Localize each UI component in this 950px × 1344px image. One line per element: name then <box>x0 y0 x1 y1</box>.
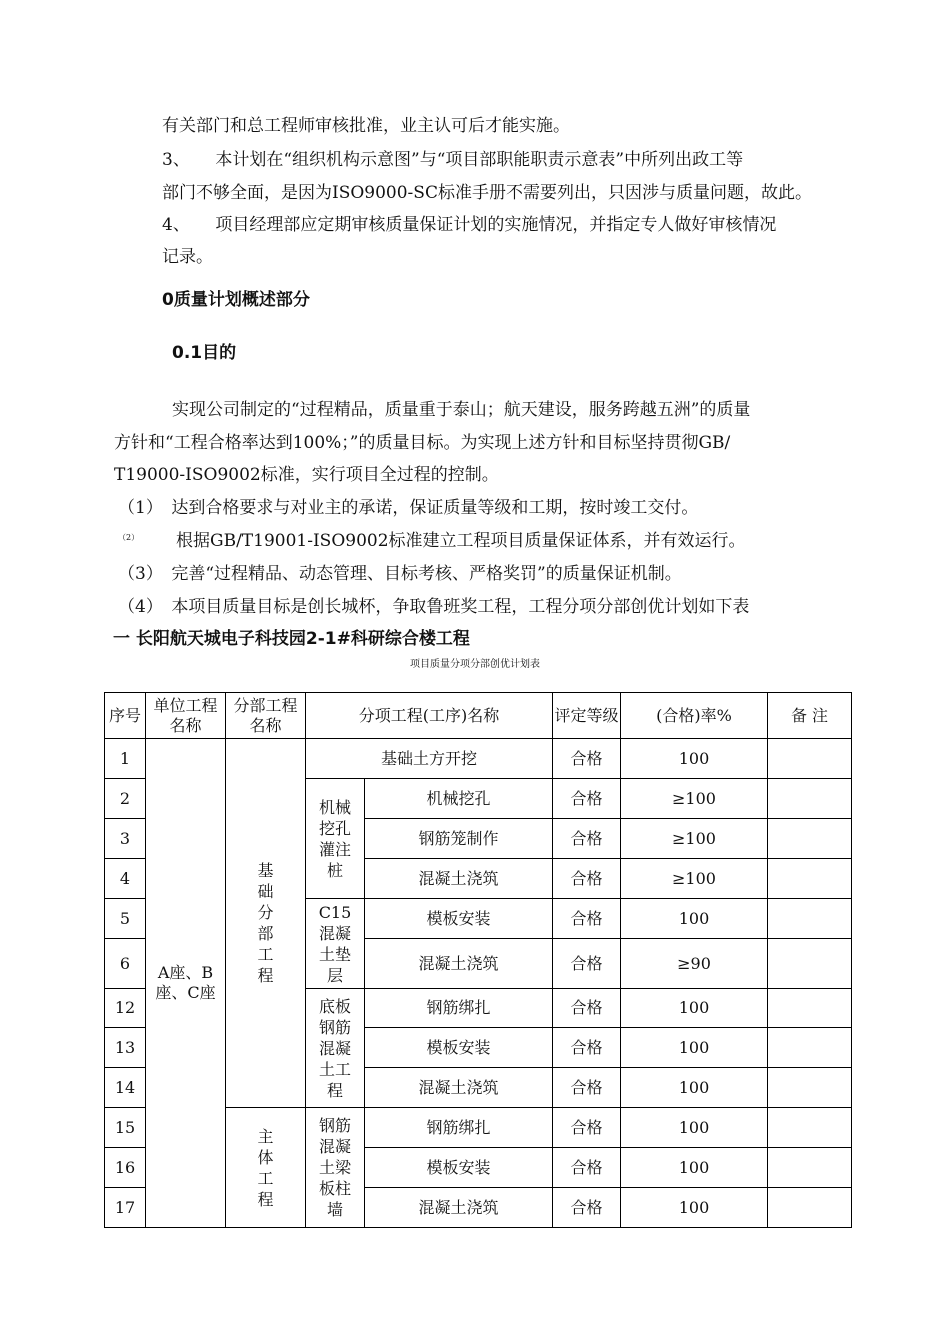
list-item: （4） 本项目质量目标是创长城杯，争取鲁班奖工程，工程分项分部创优计划如下表 <box>118 597 750 617</box>
cell-seq: 1 <box>105 739 146 779</box>
cell-grade: 合格 <box>553 1108 621 1148</box>
cell-grade: 合格 <box>553 899 621 939</box>
cell-rate: 100 <box>621 1028 768 1068</box>
cell-item: 钢筋绑扎 <box>365 989 553 1028</box>
cell-item: 钢筋笼制作 <box>365 819 553 859</box>
cell-item: 混凝土浇筑 <box>365 939 553 989</box>
cell-grade: 合格 <box>553 1188 621 1228</box>
cell-note <box>768 1108 852 1148</box>
cell-unit-name: A座、B座、C座 <box>146 739 226 1228</box>
cell-item: 混凝土浇筑 <box>365 1068 553 1108</box>
paragraph-line: 3、 本计划在“组织机构示意图”与“项目部职能职责示意表”中所列出政工等 <box>162 150 744 170</box>
subsection-heading: 0.1目的 <box>172 343 237 363</box>
cell-note <box>768 739 852 779</box>
cell-note <box>768 939 852 989</box>
cell-seq: 15 <box>105 1108 146 1148</box>
cell-rate: 100 <box>621 739 768 779</box>
cell-item: 模板安装 <box>365 1028 553 1068</box>
cell-note <box>768 779 852 819</box>
cell-grade: 合格 <box>553 989 621 1028</box>
cell-division-foundation: 基础分部工程 <box>226 739 306 1108</box>
cell-rate: 100 <box>621 989 768 1028</box>
cell-seq: 3 <box>105 819 146 859</box>
header-seq: 序号 <box>105 693 146 739</box>
cell-note <box>768 819 852 859</box>
cell-note <box>768 1028 852 1068</box>
paragraph-line: 实现公司制定的“过程精品，质量重于泰山；航天建设，服务跨越五洲”的质量 <box>172 400 751 420</box>
cell-grade: 合格 <box>553 739 621 779</box>
header-grade: 评定等级 <box>553 693 621 739</box>
paragraph-line: T19000-ISO9002标准，实行项目全过程的控制。 <box>114 465 499 485</box>
cell-rate: ≥100 <box>621 779 768 819</box>
cell-note <box>768 1148 852 1188</box>
paragraph-line: 方针和“工程合格率达到100%；”的质量目标。为实现上述方针和目标坚持贯彻GB/ <box>114 433 731 453</box>
paragraph-line: 记录。 <box>162 247 213 267</box>
cell-seq: 6 <box>105 939 146 989</box>
list-item: 根据GB/T19001-ISO9002标准建立工程项目质量保证体系，并有效运行。 <box>176 531 746 551</box>
cell-rate: 100 <box>621 1068 768 1108</box>
quality-plan-table <box>104 692 852 1228</box>
project-title: 一 长阳航天城电子科技园2-1#科研综合楼工程 <box>113 629 470 649</box>
cell-group-pile: 机械挖孔灌注桩 <box>306 779 365 899</box>
cell-rate: ≥100 <box>621 859 768 899</box>
cell-note <box>768 859 852 899</box>
paragraph-line: 部门不够全面，是因为ISO9000-SC标准手册不需要列出，只因涉与质量问题，故此。 <box>162 183 812 203</box>
header-unit: 单位工程名称 <box>146 693 226 739</box>
cell-division-main: 主体工程 <box>226 1108 306 1228</box>
cell-item: 机械挖孔 <box>365 779 553 819</box>
cell-grade: 合格 <box>553 779 621 819</box>
cell-seq: 12 <box>105 989 146 1028</box>
cell-grade: 合格 <box>553 1028 621 1068</box>
cell-note <box>768 1188 852 1228</box>
cell-item: 混凝土浇筑 <box>365 859 553 899</box>
cell-grade: 合格 <box>553 1148 621 1188</box>
header-note: 备 注 <box>768 693 852 739</box>
cell-rate: 100 <box>621 1188 768 1228</box>
cell-seq: 4 <box>105 859 146 899</box>
cell-rate: 100 <box>621 899 768 939</box>
cell-note <box>768 989 852 1028</box>
list-item-number: （2） <box>118 533 140 542</box>
cell-rate: 100 <box>621 1108 768 1148</box>
header-division: 分部工程名称 <box>226 693 306 739</box>
cell-item: 模板安装 <box>365 899 553 939</box>
cell-item: 钢筋绑扎 <box>365 1108 553 1148</box>
cell-seq: 14 <box>105 1068 146 1108</box>
cell-item: 模板安装 <box>365 1148 553 1188</box>
cell-group-frame: 钢筋混凝土梁板柱墙 <box>306 1108 365 1228</box>
cell-note <box>768 1068 852 1108</box>
cell-group-slab: 底板钢筋混凝土工程 <box>306 989 365 1108</box>
paragraph-line: 4、 项目经理部应定期审核质量保证计划的实施情况，并指定专人做好审核情况 <box>162 215 777 235</box>
header-rate: (合格)率% <box>621 693 768 739</box>
cell-item: 混凝土浇筑 <box>365 1188 553 1228</box>
list-item: （1） 达到合格要求与对业主的承诺，保证质量等级和工期，按时竣工交付。 <box>118 498 699 518</box>
header-item: 分项工程(工序)名称 <box>306 693 553 739</box>
table-row <box>105 739 852 779</box>
cell-group-cushion: C15混凝土垫层 <box>306 899 365 989</box>
cell-grade: 合格 <box>553 859 621 899</box>
cell-seq: 2 <box>105 779 146 819</box>
list-item: （3） 完善“过程精品、动态管理、目标考核、严格奖罚”的质量保证机制。 <box>118 564 682 584</box>
cell-grade: 合格 <box>553 1068 621 1108</box>
cell-rate: ≥90 <box>621 939 768 989</box>
cell-seq: 17 <box>105 1188 146 1228</box>
cell-seq: 13 <box>105 1028 146 1068</box>
cell-rate: ≥100 <box>621 819 768 859</box>
table-caption: 项目质量分项分部创优计划表 <box>410 659 540 670</box>
cell-seq: 5 <box>105 899 146 939</box>
section-heading: 0质量计划概述部分 <box>162 290 310 310</box>
cell-seq: 16 <box>105 1148 146 1188</box>
cell-item: 基础土方开挖 <box>306 739 553 779</box>
cell-note <box>768 899 852 939</box>
paragraph-line: 有关部门和总工程师审核批准，业主认可后才能实施。 <box>162 116 570 136</box>
cell-rate: 100 <box>621 1148 768 1188</box>
cell-grade: 合格 <box>553 819 621 859</box>
cell-grade: 合格 <box>553 939 621 989</box>
